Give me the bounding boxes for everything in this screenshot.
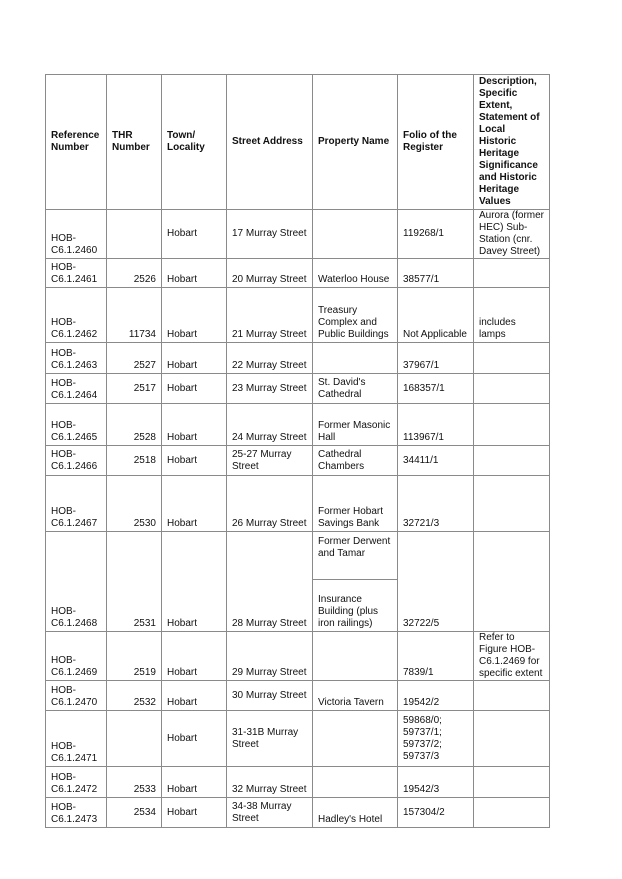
description-cell bbox=[474, 711, 550, 767]
street-cell: 34-38 Murray Street bbox=[227, 798, 313, 828]
street-cell: 24 Murray Street bbox=[227, 404, 313, 446]
thr-cell: 2519 bbox=[107, 632, 162, 681]
property-name-part-1: Former Derwent and Tamar bbox=[313, 536, 397, 580]
ref-cell: HOB-C6.1.2471 bbox=[46, 711, 107, 767]
header-row bbox=[46, 75, 550, 210]
description-cell: Aurora (former HEC) Sub-Station (cnr. Davey Street) bbox=[474, 210, 550, 259]
property-cell bbox=[313, 711, 398, 767]
folio-cell: 59868/0; 59737/1; 59737/2; 59737/3 bbox=[398, 711, 474, 767]
town-cell: Hobart bbox=[162, 259, 227, 288]
description-cell bbox=[474, 476, 550, 532]
thr-cell bbox=[107, 210, 162, 259]
folio-cell: 7839/1 bbox=[398, 632, 474, 681]
thr-cell: 2532 bbox=[107, 681, 162, 711]
town-cell: Hobart bbox=[162, 798, 227, 828]
thr-cell: 2527 bbox=[107, 343, 162, 374]
folio-cell: 157304/2 bbox=[398, 798, 474, 828]
description-cell bbox=[474, 767, 550, 798]
property-cell bbox=[313, 632, 398, 681]
table-row bbox=[46, 532, 550, 632]
property-cell: Former Masonic Hall bbox=[313, 404, 398, 446]
header-folio: Folio of the Register bbox=[398, 75, 474, 210]
ref-cell: HOB-C6.1.2470 bbox=[46, 681, 107, 711]
folio-cell: 34411/1 bbox=[398, 446, 474, 476]
table-row bbox=[46, 288, 550, 343]
folio-cell: 37967/1 bbox=[398, 343, 474, 374]
town-cell: Hobart bbox=[162, 288, 227, 343]
description-cell bbox=[474, 446, 550, 476]
table-row bbox=[46, 374, 550, 404]
table-row bbox=[46, 404, 550, 446]
description-cell bbox=[474, 259, 550, 288]
header-street-address: Street Address bbox=[227, 75, 313, 210]
town-cell: Hobart bbox=[162, 343, 227, 374]
property-cell bbox=[313, 532, 398, 632]
thr-cell: 2528 bbox=[107, 404, 162, 446]
thr-cell: 2517 bbox=[107, 374, 162, 404]
street-cell: 20 Murray Street bbox=[227, 259, 313, 288]
property-cell: Cathedral Chambers bbox=[313, 446, 398, 476]
table-row bbox=[46, 210, 550, 259]
street-cell: 23 Murray Street bbox=[227, 374, 313, 404]
property-cell: Victoria Tavern bbox=[313, 681, 398, 711]
ref-cell: HOB-C6.1.2466 bbox=[46, 446, 107, 476]
folio-cell: 19542/3 bbox=[398, 767, 474, 798]
header-reference-number: Reference Number bbox=[46, 75, 107, 210]
town-cell: Hobart bbox=[162, 446, 227, 476]
folio-cell: 32722/5 bbox=[398, 532, 474, 632]
folio-cell: 168357/1 bbox=[398, 374, 474, 404]
ref-cell: HOB-C6.1.2463 bbox=[46, 343, 107, 374]
street-cell: 21 Murray Street bbox=[227, 288, 313, 343]
folio-cell: Not Applicable bbox=[398, 288, 474, 343]
street-cell: 26 Murray Street bbox=[227, 476, 313, 532]
town-cell: Hobart bbox=[162, 681, 227, 711]
folio-cell: 38577/1 bbox=[398, 259, 474, 288]
property-cell: Former Hobart Savings Bank bbox=[313, 476, 398, 532]
ref-cell: HOB-C6.1.2465 bbox=[46, 404, 107, 446]
property-cell bbox=[313, 210, 398, 259]
town-cell: Hobart bbox=[162, 532, 227, 632]
town-cell: Hobart bbox=[162, 404, 227, 446]
property-cell bbox=[313, 343, 398, 374]
thr-cell: 2518 bbox=[107, 446, 162, 476]
description-cell bbox=[474, 798, 550, 828]
table-row bbox=[46, 711, 550, 767]
street-cell: 25-27 Murray Street bbox=[227, 446, 313, 476]
folio-cell: 113967/1 bbox=[398, 404, 474, 446]
thr-cell: 2531 bbox=[107, 532, 162, 632]
property-cell bbox=[313, 767, 398, 798]
folio-cell: 119268/1 bbox=[398, 210, 474, 259]
ref-cell: HOB-C6.1.2461 bbox=[46, 259, 107, 288]
street-cell: 29 Murray Street bbox=[227, 632, 313, 681]
ref-cell: HOB-C6.1.2467 bbox=[46, 476, 107, 532]
town-cell: Hobart bbox=[162, 476, 227, 532]
property-cell: Treasury Complex and Public Buildings bbox=[313, 288, 398, 343]
description-cell bbox=[474, 532, 550, 632]
town-cell: Hobart bbox=[162, 374, 227, 404]
table-row bbox=[46, 259, 550, 288]
table-row bbox=[46, 681, 550, 711]
property-name-part-2: Insurance Building (plus iron railings) bbox=[318, 594, 379, 629]
ref-cell: HOB-C6.1.2462 bbox=[46, 288, 107, 343]
description-cell bbox=[474, 404, 550, 446]
header-property-name: Property Name bbox=[313, 75, 398, 210]
folio-cell: 32721/3 bbox=[398, 476, 474, 532]
property-cell: Hadley's Hotel bbox=[313, 798, 398, 828]
thr-cell: 2530 bbox=[107, 476, 162, 532]
description-cell: includes lamps bbox=[474, 288, 550, 343]
street-cell: 31-31B Murray Street bbox=[227, 711, 313, 767]
table-row bbox=[46, 343, 550, 374]
folio-cell: 19542/2 bbox=[398, 681, 474, 711]
header-town-locality: Town/ Locality bbox=[162, 75, 227, 210]
property-cell: Waterloo House bbox=[313, 259, 398, 288]
thr-cell: 2534 bbox=[107, 798, 162, 828]
street-cell: 30 Murray Street bbox=[227, 681, 313, 711]
thr-cell: 2533 bbox=[107, 767, 162, 798]
description-cell: Refer to Figure HOB-C6.1.2469 for specific extent bbox=[474, 632, 550, 681]
street-cell: 28 Murray Street bbox=[227, 532, 313, 632]
ref-cell: HOB-C6.1.2469 bbox=[46, 632, 107, 681]
description-cell bbox=[474, 374, 550, 404]
ref-cell: HOB-C6.1.2468 bbox=[46, 532, 107, 632]
thr-cell: 11734 bbox=[107, 288, 162, 343]
table-row bbox=[46, 767, 550, 798]
header-thr-number: THR Number bbox=[107, 75, 162, 210]
header-description: Description, Specific Extent, Statement of Local Historic Heritage Significance and Historic Heritage Values bbox=[474, 75, 550, 210]
description-cell bbox=[474, 681, 550, 711]
heritage-register-table bbox=[45, 74, 550, 828]
street-cell: 17 Murray Street bbox=[227, 210, 313, 259]
table-row bbox=[46, 476, 550, 532]
description-cell bbox=[474, 343, 550, 374]
town-cell: Hobart bbox=[162, 210, 227, 259]
street-cell: 22 Murray Street bbox=[227, 343, 313, 374]
town-cell: Hobart bbox=[162, 632, 227, 681]
table-row bbox=[46, 632, 550, 681]
ref-cell: HOB-C6.1.2464 bbox=[46, 374, 107, 404]
table-row bbox=[46, 798, 550, 828]
ref-cell: HOB-C6.1.2460 bbox=[46, 210, 107, 259]
table-row bbox=[46, 446, 550, 476]
town-cell: Hobart bbox=[162, 711, 227, 767]
thr-cell bbox=[107, 711, 162, 767]
property-cell: St. David's Cathedral bbox=[313, 374, 398, 404]
ref-cell: HOB-C6.1.2472 bbox=[46, 767, 107, 798]
street-cell: 32 Murray Street bbox=[227, 767, 313, 798]
town-cell: Hobart bbox=[162, 767, 227, 798]
thr-cell: 2526 bbox=[107, 259, 162, 288]
ref-cell: HOB-C6.1.2473 bbox=[46, 798, 107, 828]
